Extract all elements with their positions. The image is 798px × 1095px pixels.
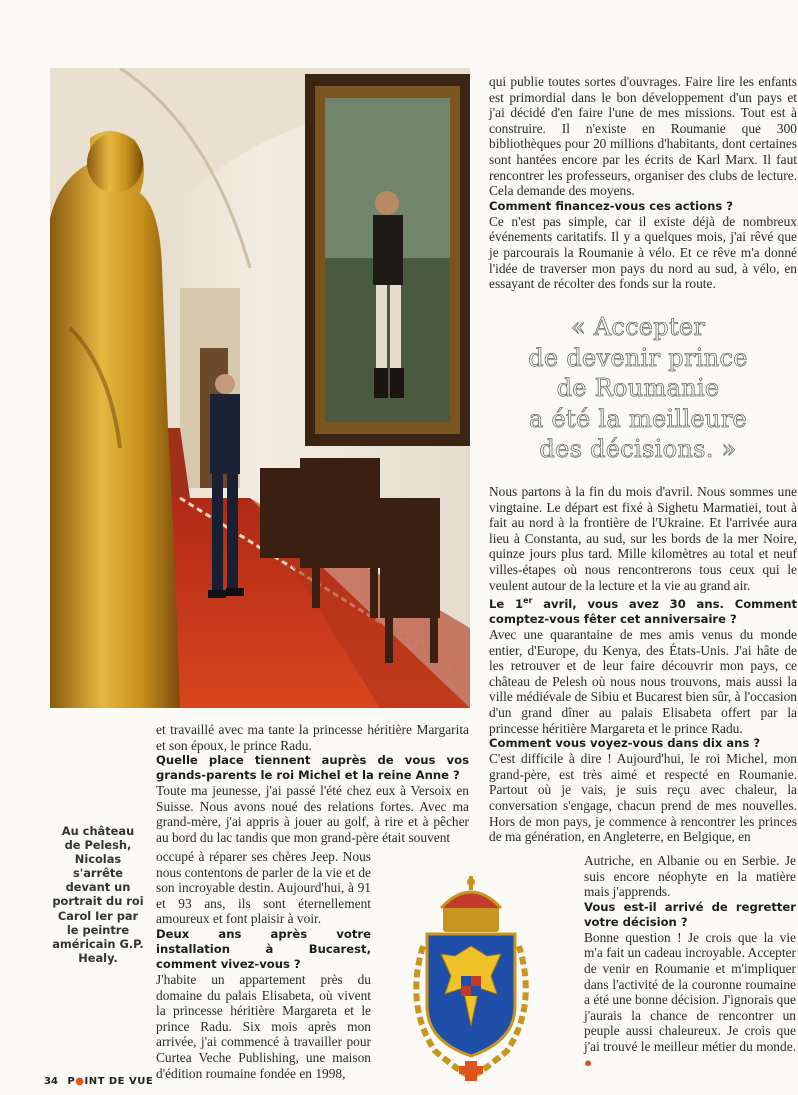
answer-ten-years-end: Autriche, en Albanie ou en Serbie. Je suis encore néophyte en la matière mais j'apprends.: [584, 853, 796, 900]
question-grandparents: Quelle place tiennent auprès de vous vos grands-parents le roi Michel et la reine Anne ?: [156, 753, 469, 783]
answer-regret: Bonne question ! Je crois que la vie m'a fait un cadeau incroyable. Accepter de venir en Roumanie et m'impliquer dans l'activité de la couronne roumaine a été une bonne décision. J'ignorais que j'aurais la chance de rencontrer un peuple aussi chaleureux. Je crois que j'ai trouvé le meilleur métier du monde. ●: [584, 929, 796, 1070]
page-footer: [44, 1076, 153, 1087]
article-column-right-middle: [489, 484, 797, 845]
article-column-left: [156, 722, 469, 846]
photo-pelesh-hall: [50, 68, 470, 708]
answer-grandparents: Toute ma jeunesse, j'ai passé l'été chez eux à Versoix en Suisse. Nous avons noué des relations fortes. Avec ma grand-mère, j'ai appris à jouer au golf, à rire et à pêcher au bord du lac tandis que mon grand-père était souvent: [156, 783, 469, 845]
pull-quote-line: a été la meilleure: [529, 404, 747, 433]
answer-grandparents-end: occupé à réparer ses chères Jeep. Nous nous contentons de parler de la vie et de son incroyable destin. Aujourd'hui, à 91 et 93 ans, ils sont éternellement amoureux et font plaisir à voir.: [156, 849, 371, 927]
question-regret: Vous est-il arrivé de regretter votre décision ?: [584, 899, 796, 929]
end-mark: ●: [584, 1054, 593, 1070]
pull-quote: [488, 312, 788, 465]
pull-quote-line: de devenir prince: [528, 343, 748, 372]
article-column-right-narrow: [584, 853, 796, 1070]
pull-quote-line: « Accepter: [570, 313, 706, 341]
question-ten-years: Comment vous voyez-vous dans dix ans ?: [489, 736, 761, 751]
answer-finance: Ce n'est pas simple, car il existe déjà de nombreux événements caritatifs. Il y a quelques mois, j'ai rêvé que je parcourais la Roumanie à vélo. Et ce rêve m'a donné l'idée de traverser mon pays du nord au sud, à vélo, en essayant de récolter des fonds sur la route.: [489, 213, 797, 292]
pull-quote-line: des décisions. »: [539, 435, 737, 463]
answer-ten-years: C'est difficile à dire ! Aujourd'hui, le roi Michel, mon grand-père, est très aimé et respecté en Roumanie. Partout où je vais, je suis reçu avec chaleur, la conversation s'engage, chacun prend de mes nouvelles. Hors de mon pays, je commence à rencontrer les princes de ma génération, en Angleterre, en Belgique, en: [489, 751, 797, 845]
question-anniversary: Le 1er avril, vous avez 30 ans. Comment comptez-vous fêter cet anniversaire ?: [489, 596, 797, 627]
royal-coat-of-arms-icon: [405, 876, 537, 1081]
answer-voyage: Nous partons à la fin du mois d'avril. Nous sommes une vingtaine. Le départ est fixé à Sighetu Marmatiei, tout à fait au nord à la frontière de l'Ukraine. Et l'arrivée aura lieu à Constanta, au sud, sur les bords de la mer Noire, quinze jours plus tard. Mille kilomètres au total et neuf villes-étapes où nous rencontrerons tous ceux qui le veulent autour de la lecture et la vie au grand air.: [489, 484, 797, 593]
question-bucarest: Deux ans après votre installation à Bucarest, comment vivez-vous ?: [156, 926, 371, 971]
article-column-left-narrow: [156, 849, 371, 1081]
answer-anniversary: Avec une quarantaine de mes amis venus du monde entier, d'Europe, du Kenya, des États-Unis. J'ai hâte de les retrouver et de leur faire découvrir mon pays, ce château de Pelesh où nous nous trouvons, mais aussi la ville médiévale de Sibiu et Bucarest bien sûr, à l'occasion d'un grand dîner au palais Elisabeta offert par la princesse héritière Margareta et le prince Radu.: [489, 627, 797, 736]
paragraph-libraries: qui publie toutes sortes d'ouvrages. Faire lire les enfants est primordial dans le bon développement d'un pays et j'ai décidé d'en faire l'une de mes missions. Tout est à construire. Il n'existe en Roumanie que 300 bibliothèques pour 20 millions d'habitants, dont certaines sont hantées encore par les écrits de Karl Marx. Il faut rencontrer les professeurs, organiser des clubs de lecture. Cela demande des moyens.: [489, 74, 797, 199]
page-number: 34: [44, 1076, 58, 1087]
pull-quote-line: de Roumanie: [556, 374, 720, 402]
answer-bucarest: J'habite un appartement près du domaine du palais Elisabeta, où vivent la princesse héritière Margareta et le prince Radu. Six mois après mon arrivée, j'ai commencé à travailler pour Curtea Veche Publishing, une maison d'édition roumaine fondée en 1998,: [156, 971, 371, 1081]
question-finance: Comment financez-vous ces actions ?: [489, 198, 734, 213]
article-column-right-top: [489, 74, 797, 292]
photo-caption: Au château de Pelesh, Nicolas s'arrête devant un portrait du roi Carol Ier par le peintre américain G.P. Healy.: [52, 824, 144, 965]
magazine-brand: P●INT DE VUE: [67, 1076, 154, 1087]
paragraph-margarita: et travaillé avec ma tante la princesse héritière Margarita et son époux, le prince Radu.: [156, 722, 469, 753]
